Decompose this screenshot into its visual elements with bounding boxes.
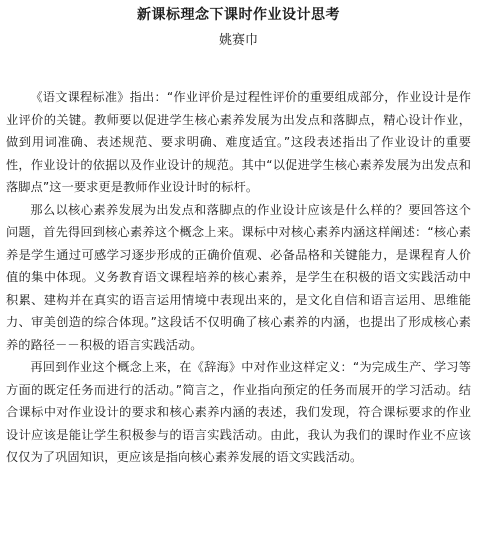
document-author: 姚赛巾 [218, 33, 258, 48]
body-paragraph-3: 再回到作业这个概念上来，在《辞海》中对作业这样定义：“为完成生产、学习等方面的既定任务而进行的活动。”简言之，作业指向预定的任务而展开的学习活动。结合课标中对作业设计的要求和核心素养内涵的表述，我们发现，符合课标要求的作业设计应该是能让学生积极参与的语言实践活动。由此，我认为我们的课时作业不应该仅仅为了巩固知识，更应该是指向核心素养发展的语文实践活动。 [6, 360, 471, 464]
document-title: 新课标理念下课时作业设计思考 [137, 7, 340, 23]
body-paragraph-1: 《语文课程标准》指出：“作业评价是过程性评价的重要组成部分，作业设计是作业评价的关键。教师要以促进学生核心素养发展为出发点和落脚点，精心设计作业，做到用词准确、表述规范、要求明确、难度适宜。”这段表述指出了作业设计的重要性，作业设计的依据以及作业设计的规范。其中“以促进学生核心素养发展为出发点和落脚点”这一要求更是教师作业设计时的标杆。 [6, 90, 471, 194]
title-spacer [6, 50, 471, 86]
body-paragraph-2: 那么以核心素养发展为出发点和落脚点的作业设计应该是什么样的？要回答这个问题，首先得回到核心素养这个概念上来。课标中对核心素养内涵这样阐述：“核心素养是学生通过可感学习逐步形成的正确价值观、必备品格和关键能力，是课程育人价值的集中体现。义务教育语文课程培养的核心素养，是学生在积极的语文实践活动中积累、建构并在真实的语言运用情境中表现出来的，是文化自信和语言运用、思维能力、审美创造的综合体现。”这段话不仅明确了核心素养的内涵，也提出了形成核心素养的路径－－积极的语言实践活动。 [6, 202, 471, 352]
